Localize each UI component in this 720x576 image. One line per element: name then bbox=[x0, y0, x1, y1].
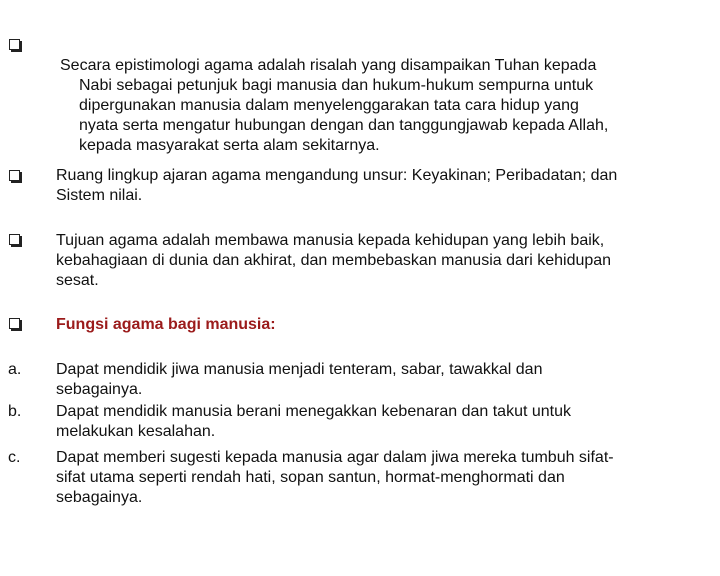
list-marker-b: b. bbox=[8, 403, 22, 420]
paragraph-rest: Nabi sebagai petunjuk bagi manusia dan hukum-hukum sempurna untuk dipergunakan manusia dalam menyelenggarakan tata cara hidup yang nyata serta mengatur hubungan dengan dan tanggungjawab kepada Allah, kepada masyarakat serta alam sekitarnya. bbox=[79, 77, 609, 154]
paragraph-purpose: Tujuan agama adalah membawa manusia kepada kehidupan yang lebih baik, kebahagiaan di dunia dan akhirat, dan membebaskan manusia dari kehidupan sesat. bbox=[56, 232, 612, 289]
square-bullet-icon bbox=[9, 318, 20, 329]
list-item-c: Dapat memberi sugesti kepada manusia agar dalam jiwa mereka tumbuh sifat- sifat utama seperti rendah hati, sopan santun, hormat-menghormati dan sebagainya. bbox=[56, 449, 614, 506]
paragraph-first-line: Secara epistimologi agama adalah risalah yang disampaikan Tuhan kepada bbox=[60, 57, 597, 74]
section-heading-functions: Fungsi agama bagi manusia: bbox=[56, 316, 276, 333]
list-item-b: Dapat mendidik manusia berani menegakkan kebenaran dan takut untuk melakukan kesalahan. bbox=[56, 403, 571, 440]
paragraph-epistemology bbox=[60, 36, 700, 176]
square-bullet-icon bbox=[9, 39, 20, 50]
square-bullet-icon bbox=[9, 170, 20, 181]
list-item-a: Dapat mendidik jiwa manusia menjadi tenteram, sabar, tawakkal dan sebagainya. bbox=[56, 361, 543, 398]
paragraph-scope: Ruang lingkup ajaran agama mengandung unsur: Keyakinan; Peribadatan; dan Sistem nilai. bbox=[56, 167, 618, 204]
list-marker-c: c. bbox=[8, 449, 21, 466]
list-marker-a: a. bbox=[8, 361, 22, 378]
square-bullet-icon bbox=[9, 234, 20, 245]
